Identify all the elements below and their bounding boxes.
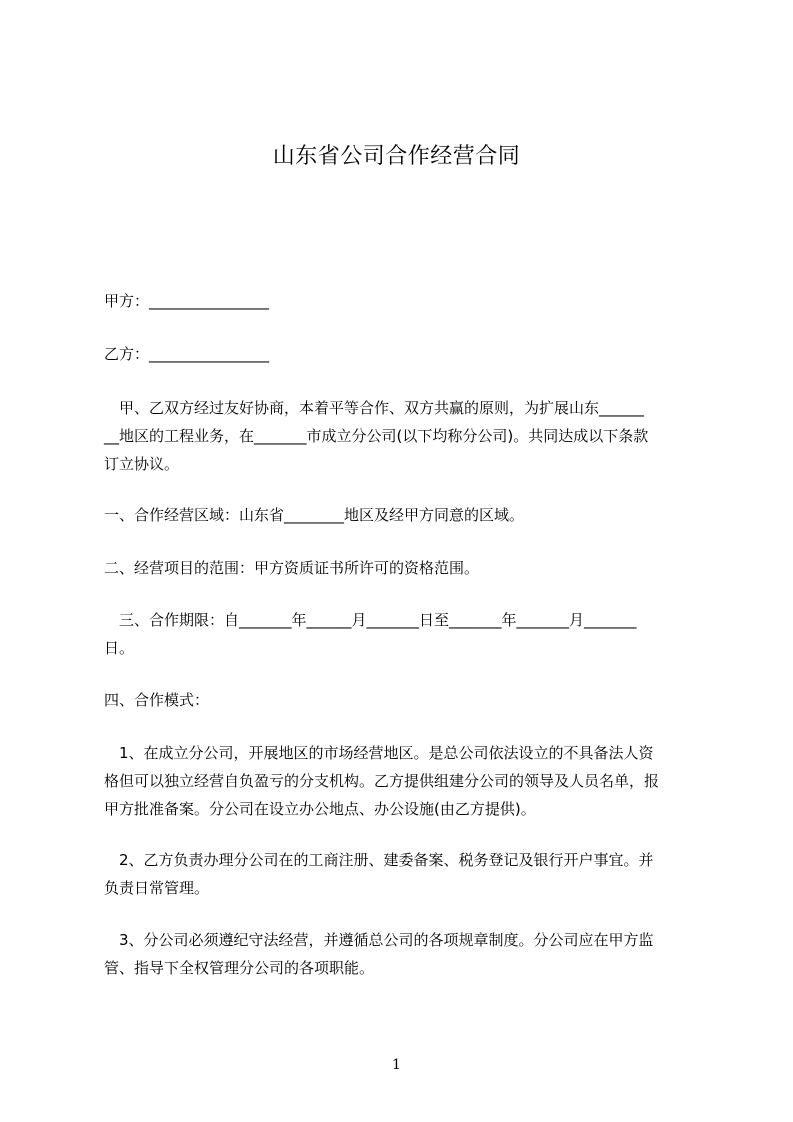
intro-line-2: __地区的工程业务，在_______市成立分公司(以下均称分公司)。共同达成以下条款 (104, 427, 649, 445)
clause-3 (104, 606, 708, 662)
clause-3-line-2: 日。 (104, 639, 135, 657)
intro-paragraph (104, 394, 708, 478)
intro-line-3: 订立协议。 (104, 455, 180, 473)
item-1-line-1: 1、在成立分公司，开展地区的市场经营地区。是总公司依法设立的不具备法人资 (104, 744, 654, 762)
clause-1: 一、合作经营区域：山东省________地区及经甲方同意的区域。 (104, 506, 525, 524)
party-a-line: 甲方：________________ (104, 292, 270, 310)
item-3-paragraph (104, 926, 708, 982)
item-2-paragraph (104, 846, 708, 902)
item-1-line-3: 甲方批准备案。分公司在设立办公地点、办公设施(由乙方提供)。 (104, 800, 536, 818)
item-1-line-2: 格但可以独立经营自负盈亏的分支机构。乙方提供组建分公司的领导及人员名单，报 (104, 772, 660, 790)
item-3-line-1: 3、分公司必须遵纪守法经营，并遵循总公司的各项规章制度。分公司应在甲方监 (104, 931, 654, 949)
page-number: 1 (392, 1057, 401, 1073)
intro-line-1: 甲、乙双方经过友好协商，本着平等合作、双方共赢的原则，为扩展山东______ (104, 399, 645, 417)
clause-2: 二、经营项目的范围：甲方资质证书所许可的资格范围。 (104, 559, 480, 577)
party-b-line: 乙方：________________ (104, 345, 270, 363)
clause-4: 四、合作模式： (104, 691, 210, 709)
clause-3-line-1: 三、合作期限：自_______年______月_______日至_______年_______月_______ (104, 611, 637, 629)
item-2-line-2: 负责日常管理。 (104, 879, 210, 897)
item-1-paragraph (104, 739, 708, 823)
item-3-line-2: 管、指导下全权管理分公司的各项职能。 (104, 959, 375, 977)
document-title: 山东省公司合作经营合同 (272, 144, 521, 169)
item-2-line-1: 2、乙方负责办理分公司在的工商注册、建委备案、税务登记及银行开户事宜。并 (104, 851, 654, 869)
